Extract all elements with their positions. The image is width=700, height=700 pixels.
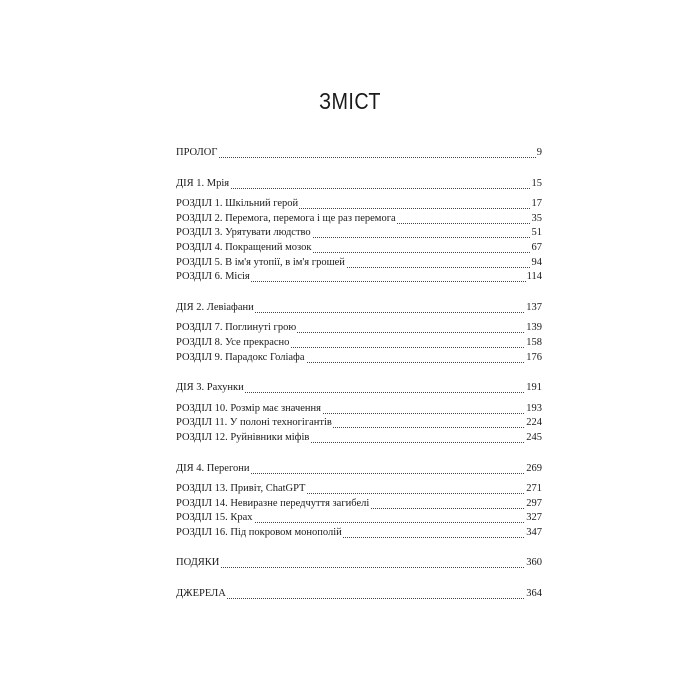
toc-entry-chapter-3 xyxy=(176,226,542,241)
toc-entry-chapter-5 xyxy=(176,256,542,271)
toc-entry-label: ДІЯ 2. Левіафани xyxy=(176,301,255,316)
toc-entry-page: 360 xyxy=(525,556,542,571)
toc-entry-chapter-1 xyxy=(176,197,542,212)
toc-entry-label: РОЗДІЛ 7. Поглинуті грою xyxy=(176,321,297,336)
toc-entry-page: 193 xyxy=(525,402,542,417)
toc-entry-label: ДІЯ 1. Мрія xyxy=(176,177,230,192)
toc-entry-chapter-12 xyxy=(176,431,542,446)
toc-entry-label: РОЗДІЛ 1. Шкільний герой xyxy=(176,197,299,212)
toc-entry-chapter-11 xyxy=(176,416,542,431)
toc-entry-page: 269 xyxy=(525,462,542,477)
toc-entry-act-4 xyxy=(176,462,542,477)
toc-entry-page: 51 xyxy=(531,226,543,241)
toc-entry-acknowledgements xyxy=(176,556,542,571)
toc-entry-page: 191 xyxy=(525,381,542,396)
toc-entry-act-2 xyxy=(176,301,542,316)
toc-entry-page: 327 xyxy=(525,511,542,526)
toc-entry-label: РОЗДІЛ 13. Привіт, ChatGPT xyxy=(176,482,306,497)
toc-entry-chapter-15 xyxy=(176,511,542,526)
toc-entry-chapter-6 xyxy=(176,270,542,285)
toc-entry-label: РОЗДІЛ 4. Покращений мозок xyxy=(176,241,312,256)
toc-entry-chapter-2 xyxy=(176,212,542,227)
table-of-contents xyxy=(176,146,542,602)
toc-entry-label: ДЖЕРЕЛА xyxy=(176,587,227,602)
toc-entry-page: 347 xyxy=(525,526,542,541)
toc-entry-page: 245 xyxy=(525,431,542,446)
dot-leader xyxy=(176,566,542,568)
toc-entry-page: 94 xyxy=(531,256,543,271)
toc-entry-chapter-16 xyxy=(176,526,542,541)
toc-entry-page: 9 xyxy=(536,146,542,161)
toc-entry-page: 139 xyxy=(525,321,542,336)
dot-leader xyxy=(176,156,542,158)
toc-entry-label: ПОДЯКИ xyxy=(176,556,220,571)
toc-entry-label: РОЗДІЛ 12. Руйнівники міфів xyxy=(176,431,310,446)
toc-entry-page: 114 xyxy=(526,270,542,285)
toc-entry-page: 35 xyxy=(531,212,543,227)
toc-entry-label: РОЗДІЛ 3. Урятувати людство xyxy=(176,226,312,241)
toc-entry-page: 15 xyxy=(531,177,543,192)
toc-entry-page: 158 xyxy=(525,336,542,351)
toc-entry-label: РОЗДІЛ 14. Невиразне передчуття загибелі xyxy=(176,497,370,512)
toc-entry-act-1 xyxy=(176,177,542,192)
toc-entry-label: ПРОЛОГ xyxy=(176,146,218,161)
toc-entry-label: РОЗДІЛ 10. Розмір має значення xyxy=(176,402,322,417)
dot-leader xyxy=(176,597,542,599)
toc-entry-page: 176 xyxy=(525,351,542,366)
toc-entry-chapter-10 xyxy=(176,402,542,417)
toc-entry-page: 137 xyxy=(525,301,542,316)
toc-entry-label: ДІЯ 4. Перегони xyxy=(176,462,250,477)
toc-entry-page: 67 xyxy=(531,241,543,256)
toc-entry-page: 364 xyxy=(525,587,542,602)
toc-entry-label: РОЗДІЛ 15. Крах xyxy=(176,511,254,526)
toc-entry-chapter-14 xyxy=(176,497,542,512)
toc-entry-label: РОЗДІЛ 5. В ім'я утопії, в ім'я грошей xyxy=(176,256,346,271)
toc-entry-label: РОЗДІЛ 6. Місія xyxy=(176,270,251,285)
toc-entry-page: 17 xyxy=(531,197,543,212)
toc-entry-label: РОЗДІЛ 16. Під покровом монополій xyxy=(176,526,343,541)
toc-entry-page: 271 xyxy=(525,482,542,497)
dot-leader xyxy=(176,187,542,189)
toc-entry-chapter-4 xyxy=(176,241,542,256)
toc-entry-chapter-9 xyxy=(176,351,542,366)
toc-entry-page: 224 xyxy=(525,416,542,431)
toc-entry-label: РОЗДІЛ 8. Усе прекрасно xyxy=(176,336,290,351)
toc-entry-label: РОЗДІЛ 9. Парадокс Голіафа xyxy=(176,351,306,366)
toc-entry-chapter-13 xyxy=(176,482,542,497)
page-title: ЗМІСТ xyxy=(319,88,381,114)
toc-entry-label: РОЗДІЛ 11. У полоні техногігантів xyxy=(176,416,333,431)
toc-entry-label: РОЗДІЛ 2. Перемога, перемога і ще раз перемога xyxy=(176,212,397,227)
toc-entry-page: 297 xyxy=(525,497,542,512)
toc-entry-chapter-7 xyxy=(176,321,542,336)
toc-entry-sources xyxy=(176,587,542,602)
toc-entry-label: ДІЯ 3. Рахунки xyxy=(176,381,245,396)
toc-entry-act-3 xyxy=(176,381,542,396)
toc-entry-prologue xyxy=(176,146,542,161)
toc-entry-chapter-8 xyxy=(176,336,542,351)
